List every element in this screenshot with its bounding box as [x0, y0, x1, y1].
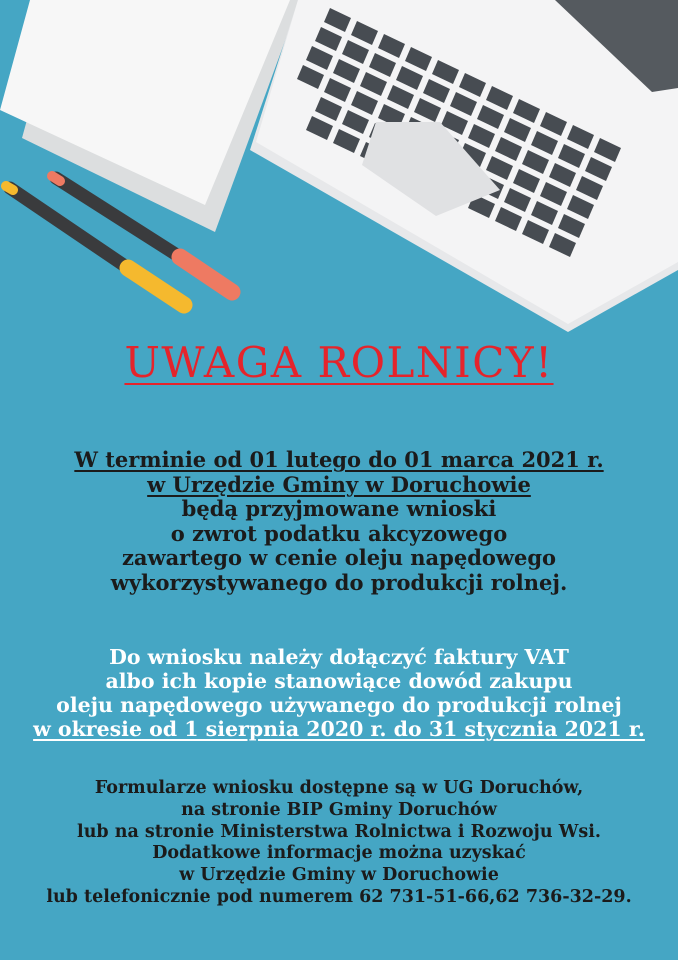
laptop-icon	[250, 0, 678, 332]
text-line: lub na stronie Ministerstwa Rolnictwa i Rozwoju Wsi.	[77, 821, 601, 842]
desk-illustration	[0, 0, 678, 340]
contact-paragraph	[0, 778, 678, 909]
paper-sheets-icon	[0, 0, 300, 232]
text-line: oleju napędowego używanego do produkcji rolnej	[56, 693, 622, 717]
text-line: Dodatkowe informacje można uzyskać	[152, 843, 526, 864]
text-line: wykorzystywanego do produkcji rolnej.	[110, 569, 568, 595]
text-line: o zwrot podatku akcyzowego	[170, 520, 508, 546]
period-line: w okresie od 1 sierpnia 2020 r. do 31 stycznia 2021 r.	[33, 717, 645, 741]
text-line: będą przyjmowane wnioski	[181, 496, 497, 521]
office-line: w Urzędzie Gminy w Doruchowie	[147, 471, 531, 497]
requirements-paragraph	[0, 645, 678, 741]
text-line: Formularze wniosku dostępne są w UG Doruchów,	[94, 778, 584, 798]
page-title: UWAGA ROLNICY!	[124, 338, 554, 387]
text-line: na stronie BIP Gminy Doruchów	[181, 799, 497, 820]
text-line: zawartego w cenie oleju napędowego	[121, 545, 557, 570]
deadline-line: W terminie od 01 lutego do 01 marca 2021 r.	[74, 447, 604, 472]
text-line: Do wniosku należy dołączyć faktury VAT	[109, 645, 569, 669]
text-line: w Urzędzie Gminy w Doruchowie	[179, 865, 499, 886]
announcement-paragraph	[0, 448, 678, 595]
phone-line: lub telefonicznie pod numerem 62 731-51-66,62 736-32-29.	[46, 886, 632, 907]
text-line: albo ich kopie stanowiące dowód zakupu	[105, 669, 573, 693]
